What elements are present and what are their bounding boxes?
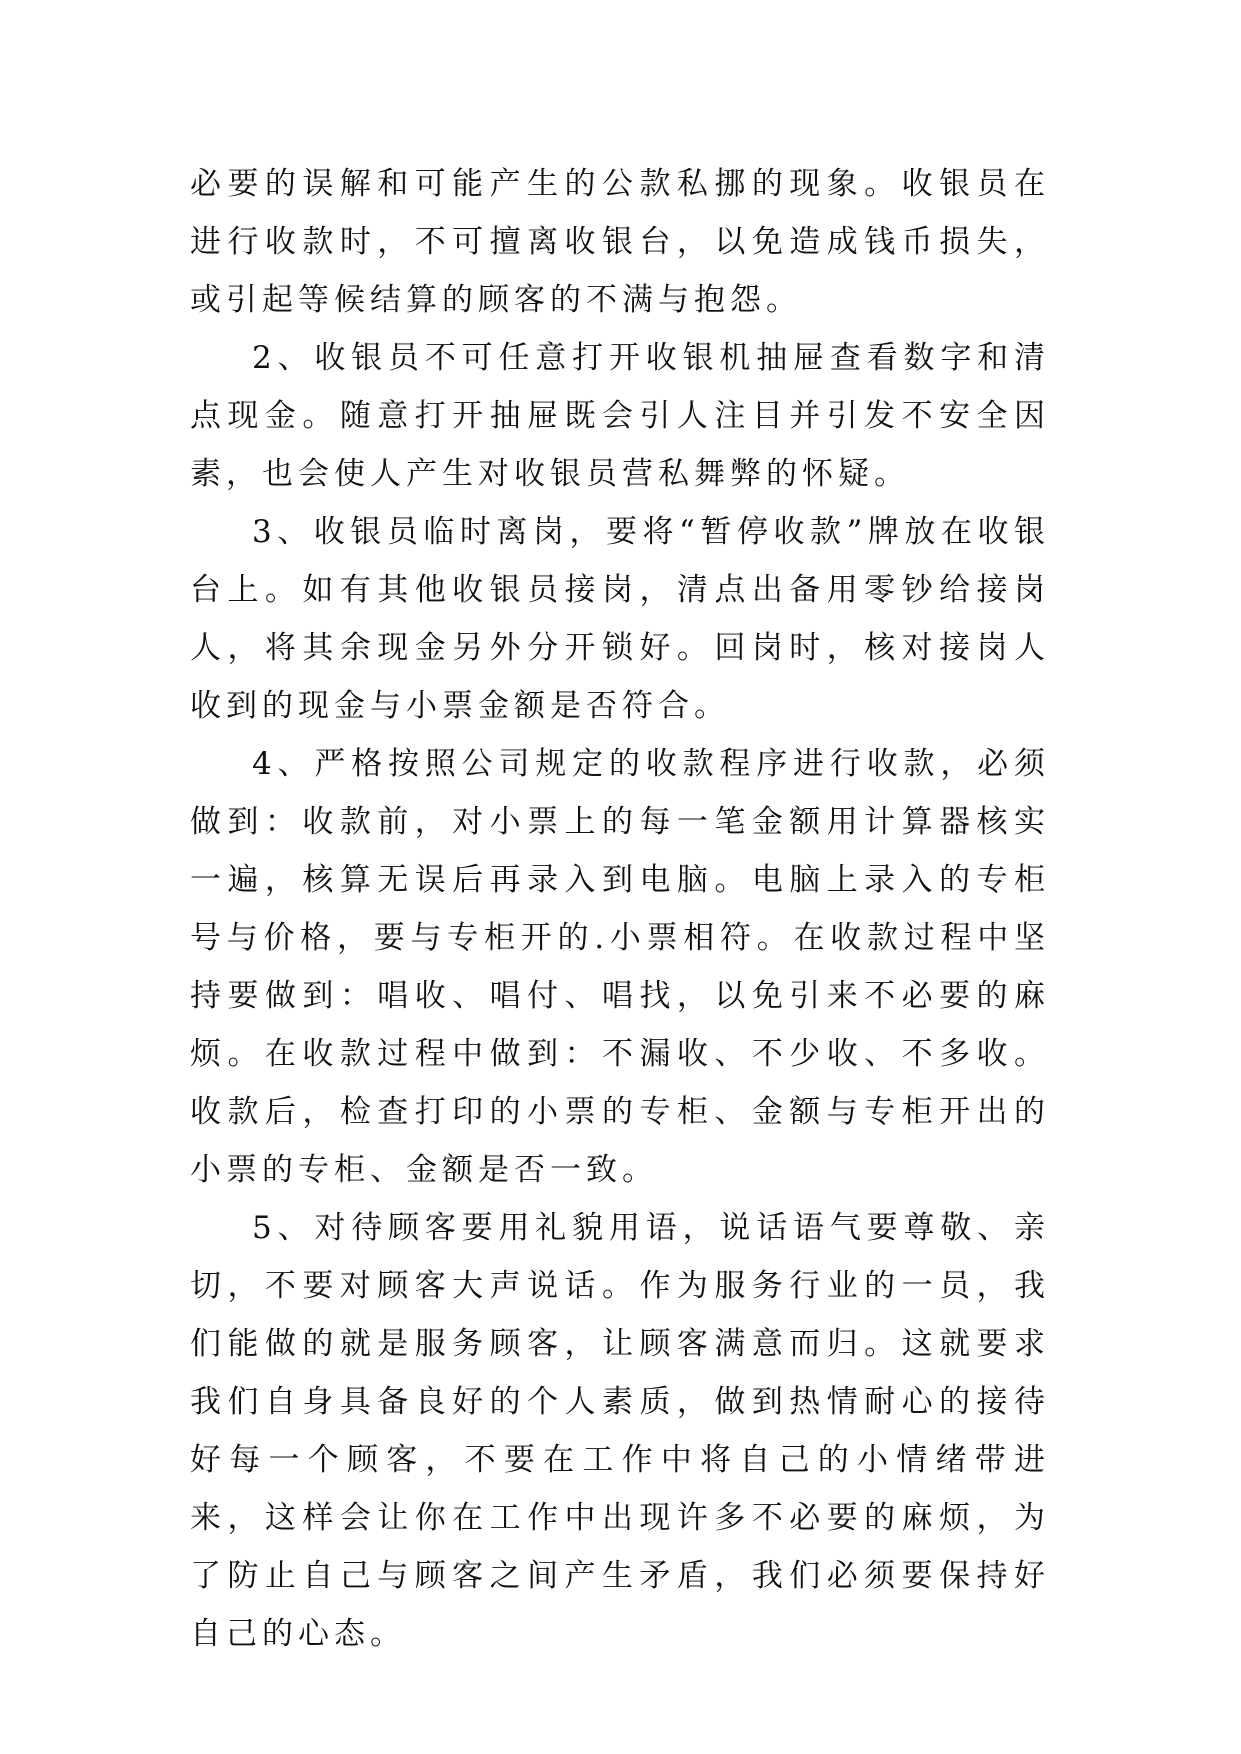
document-body <box>190 155 1050 1663</box>
paragraph-item-5: 5、对待顾客要用礼貌用语，说话语气要尊敬、亲切，不要对顾客大声说话。作为服务行业的一员，我们能做的就是服务顾客，让顾客满意而归。这就要求我们自身具备良好的个人素质，做到热情耐心的接待好每一个顾客，不要在工作中将自己的小情绪带进来，这样会让你在工作中出现许多不必要的麻烦，为了防止自己与顾客之间产生矛盾，我们必须要保持好自己的心态。 <box>190 1210 1050 1652</box>
paragraph-item-3: 3、收银员临时离岗，要将“暂停收款”牌放在收银台上。如有其他收银员接岗，清点出备用零钞给接岗人，将其余现金另外分开锁好。回岗时，核对接岗人收到的现金与小票金额是否符合。 <box>190 514 1050 724</box>
paragraph-item-4: 4、严格按照公司规定的收款程序进行收款，必须做到：收款前，对小票上的每一笔金额用计算器核实一遍，核算无误后再录入到电脑。电脑上录入的专柜号与价格，要与专柜开的.小票相符。在收款过程中坚持要做到：唱收、唱付、唱找，以免引来不必要的麻烦。在收款过程中做到：不漏收、不少收、不多收。收款后，检查打印的小票的专柜、金额与专柜开出的小票的专柜、金额是否一致。 <box>190 746 1050 1188</box>
paragraph-continuation: 必要的误解和可能产生的公款私挪的现象。收银员在进行收款时，不可擅离收银台，以免造成钱币损失，或引起等候结算的顾客的不满与抱怨。 <box>190 166 1050 318</box>
paragraph-item-2: 2、收银员不可任意打开收银机抽屉查看数字和清点现金。随意打开抽屉既会引人注目并引发不安全因素，也会使人产生对收银员营私舞弊的怀疑。 <box>190 340 1050 492</box>
